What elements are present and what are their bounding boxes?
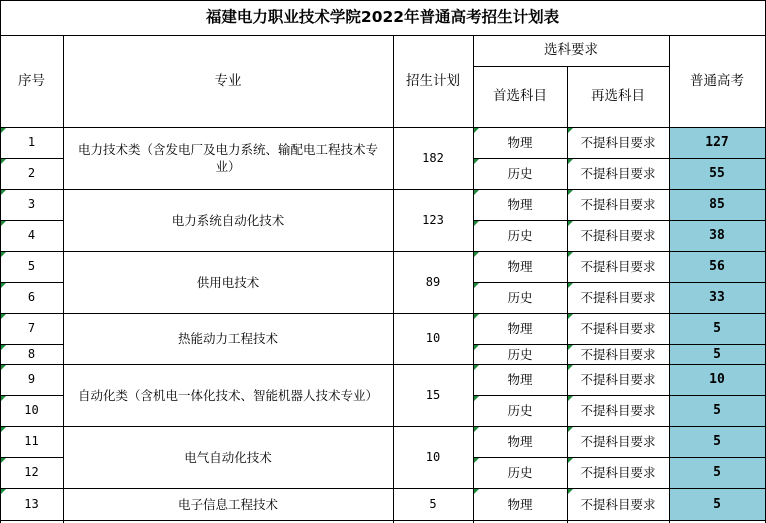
cell-marker: [474, 128, 479, 133]
cell-marker: [474, 283, 479, 288]
cell-marker: [474, 365, 479, 370]
gaokao-count: 5: [669, 488, 765, 520]
row-seq: 3: [27, 197, 36, 211]
gaokao-count: 5: [669, 457, 765, 488]
second-subject-value: 不提科目要求: [580, 403, 656, 418]
cell-marker: [1, 128, 6, 133]
grid-line: [0, 127, 766, 128]
grid-line: [473, 344, 765, 345]
plan-count: 5: [429, 496, 437, 511]
header-gaokao: 普通高考: [690, 72, 744, 89]
major-name: 电力技术类（含发电厂及电力系统、输配电工程技术专业）: [77, 142, 378, 174]
grid-line: [0, 220, 63, 221]
cell-marker: [568, 365, 573, 370]
cell-marker: [1, 314, 6, 319]
cell-marker: [1, 190, 6, 195]
major-name: 自动化类（含机电一体化技术、智能机器人技术专业）: [77, 387, 378, 403]
plan-count: 10: [425, 449, 441, 464]
first-subject-value: 物理: [507, 321, 533, 336]
grid-line: [0, 189, 766, 190]
second-subject-value: 不提科目要求: [580, 321, 656, 336]
cell-marker: [568, 314, 573, 319]
grid-line: [473, 158, 765, 159]
row-seq: 6: [27, 290, 36, 304]
gaokao-count: 85: [669, 189, 765, 220]
gaokao-count: 5: [669, 395, 765, 426]
major-name: 电力系统自动化技术: [171, 212, 285, 228]
major-name: 电子信息工程技术: [177, 496, 278, 512]
cell-marker: [568, 489, 573, 494]
grid-line: [473, 220, 765, 221]
second-subject-value: 不提科目要求: [580, 346, 656, 362]
cell-marker: [568, 221, 573, 226]
header-first-subject: 首选科目: [493, 88, 547, 104]
first-subject-value: 历史: [507, 228, 533, 243]
cell-marker: [568, 128, 573, 133]
grid-line: [473, 457, 765, 458]
gaokao-count: 55: [669, 158, 765, 189]
second-subject-value: 不提科目要求: [580, 228, 656, 243]
gaokao-count: 5: [669, 426, 765, 457]
grid-line: [0, 395, 63, 396]
cell-marker: [1, 458, 6, 463]
row-seq: 5: [27, 259, 36, 273]
row-seq: 12: [24, 465, 39, 479]
grid-line: [0, 488, 766, 489]
header-second-subject: 再选科目: [591, 88, 645, 104]
cell-marker: [1, 489, 6, 494]
grid-line: [0, 457, 63, 458]
cell-marker: [1, 427, 6, 432]
grid-line: [0, 426, 766, 427]
row-seq: 4: [27, 228, 36, 242]
grid-line: [0, 35, 766, 36]
cell-marker: [474, 489, 479, 494]
plan-count: 182: [422, 150, 444, 165]
first-subject-value: 历史: [507, 403, 533, 418]
cell-marker: [1, 159, 6, 164]
cell-marker: [568, 396, 573, 401]
grid-line: [473, 66, 669, 67]
plan-count: 89: [425, 274, 441, 289]
cell-marker: [474, 314, 479, 319]
second-subject-value: 不提科目要求: [580, 135, 656, 150]
cell-marker: [1, 365, 6, 370]
grid-line: [393, 35, 394, 523]
table-title: 福建电力职业技术学院2022年普通高考招生计划表: [205, 8, 560, 26]
grid-line: [567, 66, 568, 523]
grid-line: [0, 251, 766, 252]
major-name: 供用电技术: [196, 274, 260, 290]
gaokao-count: 5: [669, 344, 765, 364]
grid-line: [669, 35, 670, 523]
header-major: 专业: [214, 72, 242, 89]
cell-marker: [568, 283, 573, 288]
grid-line: [0, 344, 63, 345]
second-subject-value: 不提科目要求: [580, 197, 656, 212]
second-subject-value: 不提科目要求: [580, 465, 656, 480]
plan-count: 123: [422, 212, 444, 227]
cell-marker: [1, 283, 6, 288]
row-seq: 2: [27, 166, 36, 180]
cell-marker: [568, 458, 573, 463]
row-seq: 1: [27, 135, 36, 149]
first-subject-value: 物理: [507, 434, 533, 449]
gaokao-count: 33: [669, 282, 765, 313]
grid-line: [0, 364, 766, 365]
grid-line: [473, 395, 765, 396]
first-subject-value: 历史: [507, 166, 533, 181]
grid-line: [0, 282, 63, 283]
plan-count: 15: [425, 387, 441, 402]
grid-line: [0, 520, 766, 521]
cell-marker: [1, 221, 6, 226]
first-subject-value: 物理: [507, 259, 533, 274]
cell-marker: [568, 190, 573, 195]
cell-marker: [1, 345, 6, 350]
second-subject-value: 不提科目要求: [580, 166, 656, 181]
first-subject-value: 历史: [507, 346, 533, 362]
cell-marker: [1, 396, 6, 401]
row-seq: 10: [24, 403, 39, 417]
second-subject-value: 不提科目要求: [580, 496, 656, 512]
cell-marker: [474, 345, 479, 350]
cell-marker: [568, 252, 573, 257]
row-seq: 8: [27, 346, 36, 361]
gaokao-count: 127: [669, 127, 765, 158]
row-seq: 11: [24, 434, 39, 448]
second-subject-value: 不提科目要求: [580, 290, 656, 305]
gaokao-count: 10: [669, 364, 765, 395]
cell-marker: [474, 252, 479, 257]
grid-line: [473, 282, 765, 283]
header-subject-requirement: 选科要求: [544, 42, 598, 58]
grid-line: [0, 0, 766, 1]
cell-marker: [1, 252, 6, 257]
cell-marker: [568, 345, 573, 350]
cell-marker: [474, 190, 479, 195]
second-subject-value: 不提科目要求: [580, 259, 656, 274]
gaokao-count: 5: [669, 313, 765, 344]
gaokao-count: 38: [669, 220, 765, 251]
row-seq: 13: [24, 496, 39, 511]
header-plan: 招生计划: [406, 72, 460, 89]
row-seq: 9: [27, 372, 36, 386]
grid-line: [63, 35, 64, 523]
cell-marker: [568, 159, 573, 164]
second-subject-value: 不提科目要求: [580, 434, 656, 449]
cell-marker: [474, 396, 479, 401]
cell-marker: [568, 427, 573, 432]
first-subject-value: 物理: [507, 372, 533, 387]
plan-count: 10: [425, 331, 441, 345]
grid-line: [0, 158, 63, 159]
first-subject-value: 物理: [507, 496, 533, 512]
first-subject-value: 物理: [507, 135, 533, 150]
grid-line: [473, 35, 474, 523]
cell-marker: [474, 458, 479, 463]
major-name: 电气自动化技术: [184, 449, 272, 465]
first-subject-value: 历史: [507, 465, 533, 480]
cell-marker: [474, 427, 479, 432]
second-subject-value: 不提科目要求: [580, 372, 656, 387]
cell-marker: [474, 159, 479, 164]
cell-marker: [474, 221, 479, 226]
grid-line: [0, 0, 1, 523]
first-subject-value: 历史: [507, 290, 533, 305]
gaokao-count: 56: [669, 251, 765, 282]
header-seq: 序号: [18, 72, 45, 89]
grid-line: [0, 313, 766, 314]
first-subject-value: 物理: [507, 197, 533, 212]
row-seq: 7: [27, 321, 36, 335]
major-name: 热能动力工程技术: [177, 331, 278, 346]
